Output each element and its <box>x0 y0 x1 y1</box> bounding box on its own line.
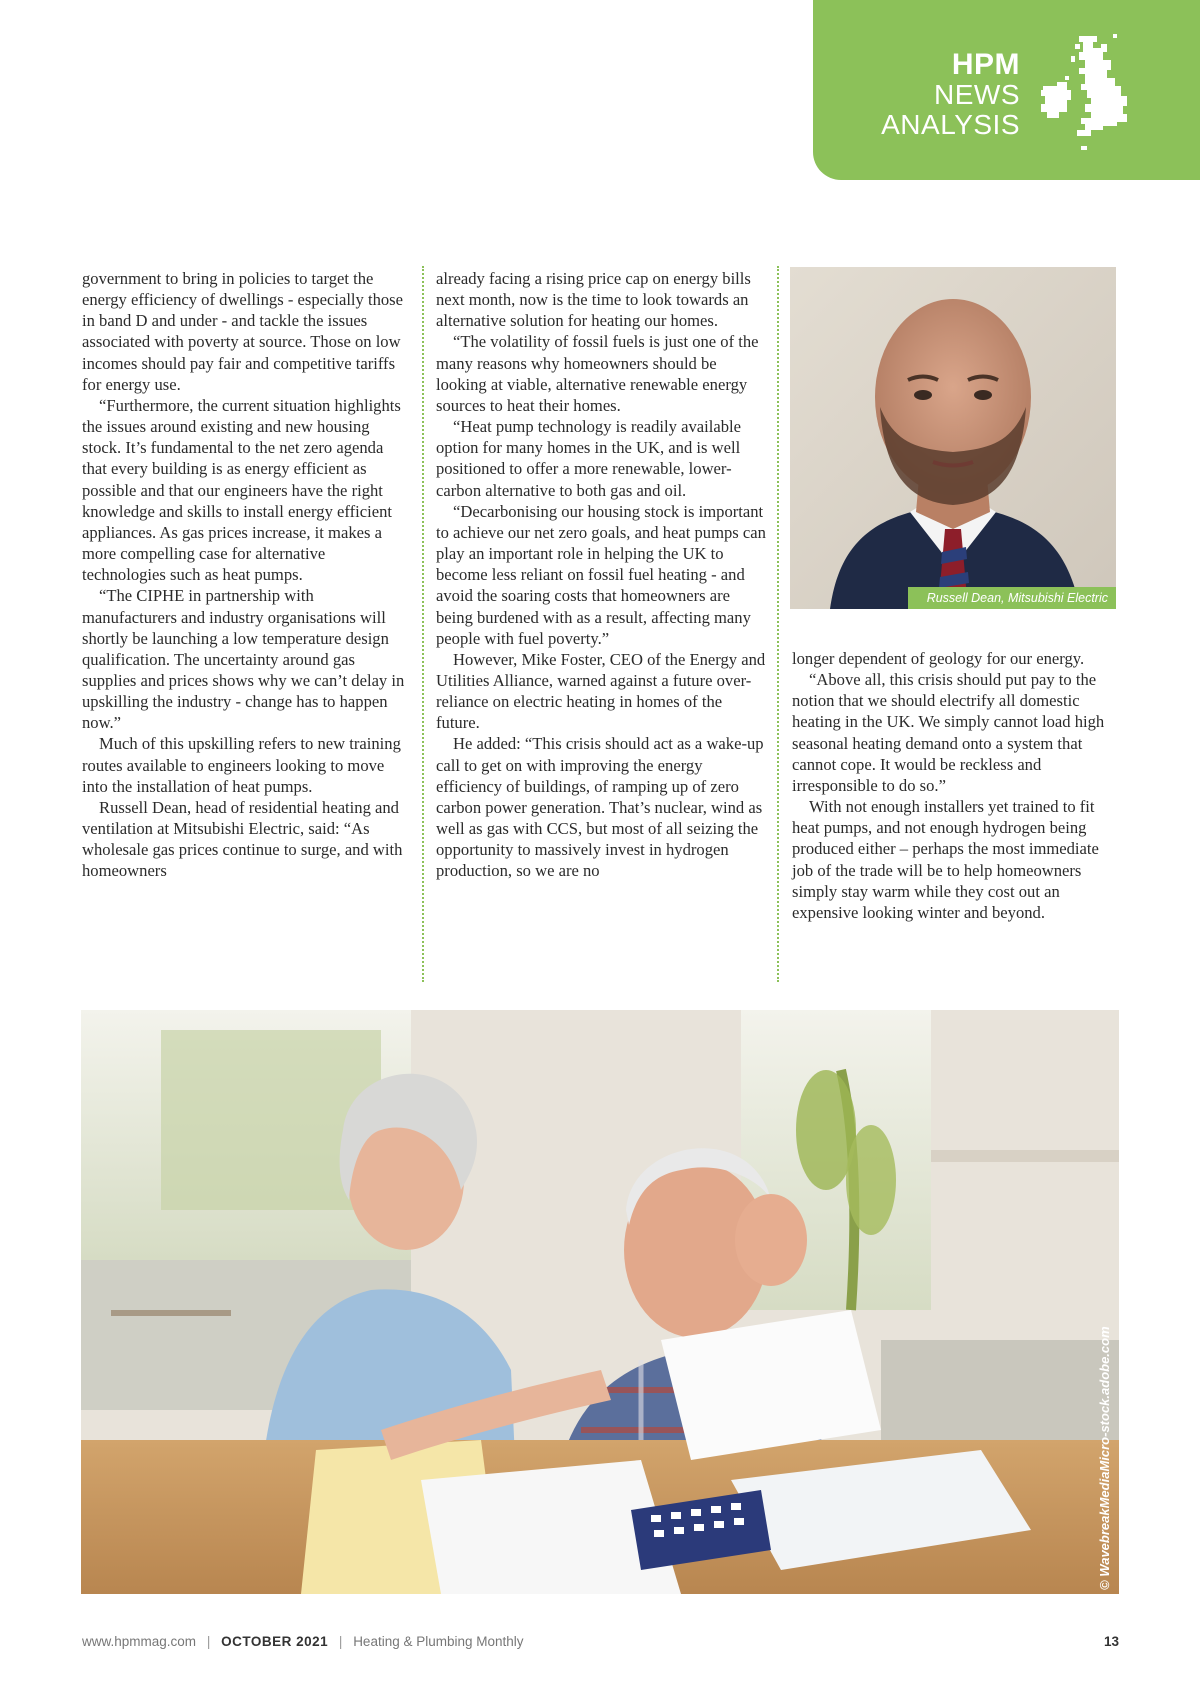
main-photo <box>81 1010 1119 1594</box>
photo-illustration <box>81 1010 1119 1594</box>
article-column-1 <box>82 268 410 882</box>
column-divider <box>422 266 424 982</box>
article-column-3 <box>792 648 1120 923</box>
uk-map-icon <box>1035 34 1145 152</box>
footer-publication: Heating & Plumbing Monthly <box>353 1634 524 1649</box>
footer-separator: | <box>206 1634 211 1649</box>
paragraph: already facing a rising price cap on energy bills next month, now is the time to look towards an alternative solution for heating our homes. <box>436 269 751 331</box>
paragraph: government to bring in policies to target the energy efficiency of dwellings - especially those in band D and under - and tackle the issues associated with poverty at source. Those on low incomes should pay fair and competitive tariffs for energy use. <box>82 269 404 394</box>
portrait-illustration <box>790 267 1116 609</box>
paragraph: “The volatility of fossil fuels is just one of the many reasons why homeowners should be looking at viable, alternative renewable energy sources to heat their homes. <box>436 332 759 415</box>
paragraph: Much of this upskilling refers to new training routes available to engineers looking to move into the installation of heat pumps. <box>82 734 401 796</box>
paragraph: “Heat pump technology is readily available option for many homes in the UK, and is well positioned to offer a more renewable, lower-carbon alternative to both gas and oil. <box>436 417 741 500</box>
article-column-2 <box>436 268 766 882</box>
paragraph: “The CIPHE in partnership with manufacturers and industry organisations will shortly be launching a low temperature design qualification. The uncertainty around gas supplies and prices shows why we can’t delay in upskilling the industry - change has to happen now.” <box>82 586 405 733</box>
footer-issue: OCTOBER 2021 <box>221 1634 329 1649</box>
paragraph: “Decarbonising our housing stock is important to achieve our net zero goals, and heat pumps can play an important role in helping the UK to become less reliant on fossil fuel heating - and avoid the soaring costs that homeowners are being burdened with as a result, affecting many people with fuel poverty.” <box>436 501 766 648</box>
paragraph: Russell Dean, head of residential heating and ventilation at Mitsubishi Electric, said: “As wholesale gas prices continue to surge, and with homeowners <box>82 797 403 881</box>
paragraph: However, Mike Foster, CEO of the Energy and Utilities Alliance, warned against a future over-reliance on electric heating in homes of the future. <box>436 649 766 733</box>
paragraph: “Furthermore, the current situation highlights the issues around existing and new housing stock. It’s fundamental to the net zero agenda that every building is as energy efficient as possible and that our engineers have the right knowledge and skills to install energy efficient appliances. As gas prices increase, it makes a more compelling case for alternative technologies such as heat pumps. <box>82 395 401 585</box>
portrait-photo <box>790 267 1116 609</box>
tab-line-analysis: ANALYSIS <box>881 109 1020 140</box>
column-divider <box>777 266 779 982</box>
footer-website[interactable]: www.hpmmag.com <box>82 1634 197 1649</box>
photo-credit: © WavebreakMediaMicro-stock.adobe.com <box>1097 1326 1112 1590</box>
tab-line-hpm: HPM <box>951 48 1020 81</box>
page-footer <box>82 1634 1119 1649</box>
paragraph: He added: “This crisis should act as a wake-up call to get on with improving the energy efficiency of buildings, of ramping up of zero carbon power generation. That’s nuclear, wind as well as gas with CCS, but most of all seizing the opportunity to massively invest in hydrogen production, so we are no <box>436 734 764 881</box>
page-number: 13 <box>1103 1634 1119 1649</box>
portrait-caption: Russell Dean, Mitsubishi Electric <box>908 587 1116 609</box>
footer-separator: | <box>338 1634 343 1649</box>
paragraph: longer dependent of geology for our energy. <box>792 649 1085 668</box>
paragraph: With not enough installers yet trained to fit heat pumps, and not enough hydrogen being produced either – perhaps the most immediate job of the trade will be to help homeowners simply stay warm while they cost out an expensive looking winter and beyond. <box>792 797 1099 922</box>
paragraph: “Above all, this crisis should put pay to the notion that we should electrify all domestic heating in the UK. We simply cannot load high seasonal heating demand onto a system that cannot cope. It would be reckless and irresponsible to do so.” <box>792 670 1105 795</box>
section-label <box>881 50 1020 140</box>
tab-line-news: NEWS <box>934 79 1020 110</box>
